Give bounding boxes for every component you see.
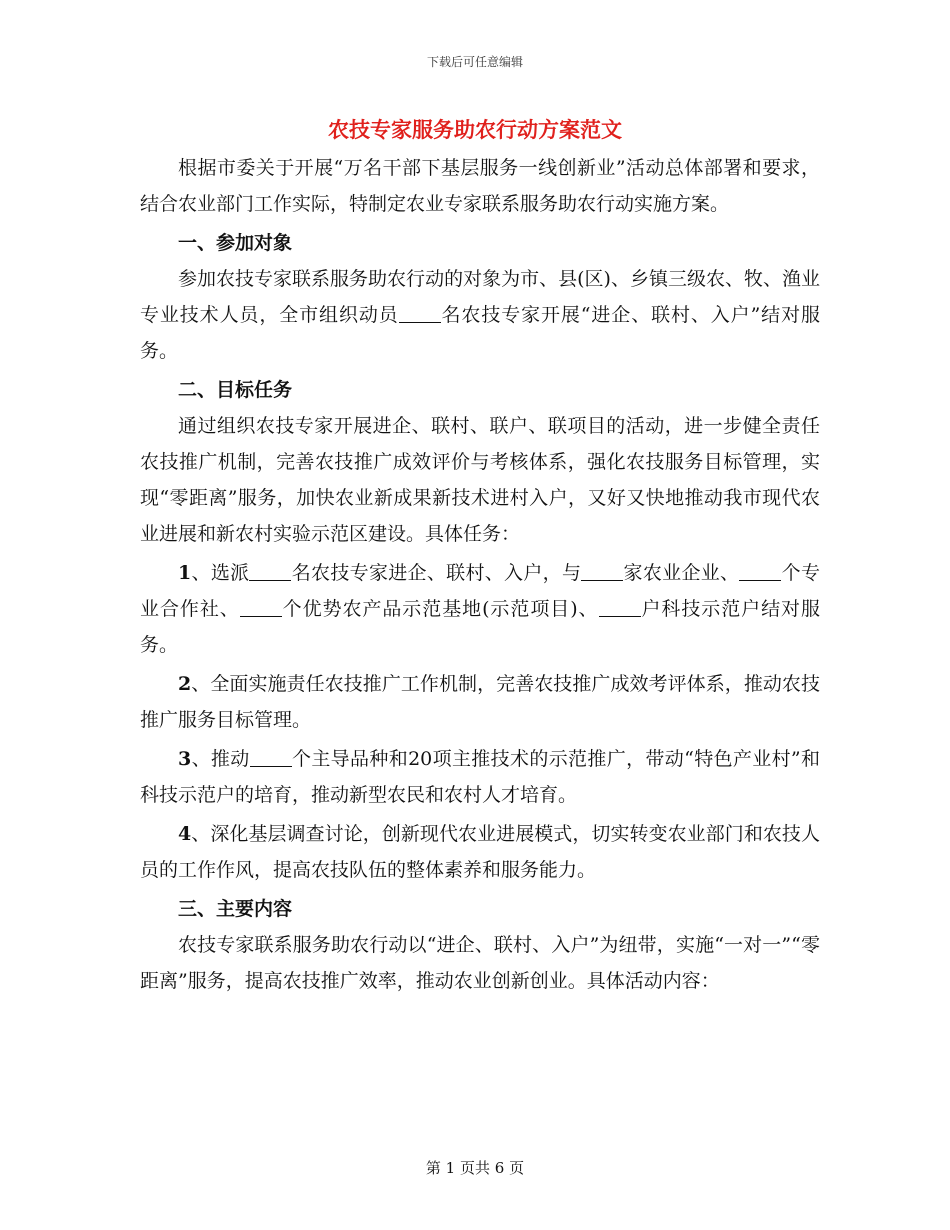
fill-blank bbox=[240, 597, 282, 617]
task1-text-1: 名农技专家进企、联村、入户，与 bbox=[291, 562, 582, 584]
task4-text: 、深化基层调查讨论，创新现代农业进展模式，切实转变农业部门和农技人员的工作作风，提高农技队伍的整体素养和服务能力。 bbox=[140, 823, 820, 881]
fill-blank bbox=[250, 747, 292, 767]
task2-text: 、全面实施责任农技推广工作机制，完善农技推广成效考评体系，推动农技推广服务目标管理。 bbox=[140, 673, 820, 731]
task-number: 2 bbox=[178, 673, 192, 695]
section2-paragraph: 通过组织农技专家开展进企、联村、联户、联项目的活动，进一步健全责任农技推广机制，完善农技推广成效评价与考核体系，强化农技服务目标管理，实现“零距离”服务，加快农业新成果新技术进村入户，又好又快地推动我市现代农业进展和新农村实验示范区建设。具体任务： bbox=[140, 415, 820, 545]
task3-text-0: 、推动 bbox=[191, 748, 250, 770]
task1-text-2: 家农业企业、 bbox=[623, 562, 740, 584]
section1-paragraph bbox=[140, 261, 820, 369]
page-footer: 第 1 页共 6 页 bbox=[425, 1159, 525, 1177]
page-header: 下载后可任意编辑 bbox=[426, 55, 523, 69]
section3-paragraph: 农技专家联系服务助农行动以“进企、联村、入户”为纽带，实施“一对一”“零距离”服务，提高农技推广效率，推动农业创新创业。具体活动内容： bbox=[140, 934, 820, 992]
section-heading-2: 二、目标任务 bbox=[178, 379, 293, 401]
document-title: 农技专家服务助农行动方案范文 bbox=[328, 117, 622, 142]
task-item-3 bbox=[140, 741, 820, 813]
section-heading-1: 一、参加对象 bbox=[178, 232, 293, 254]
task1-text-4: 个优势农产品示范基地(示范项目)、 bbox=[281, 598, 599, 620]
fill-blank bbox=[581, 561, 623, 581]
task-number: 3 bbox=[178, 748, 192, 770]
task-number: 1 bbox=[178, 562, 192, 584]
task-number: 4 bbox=[178, 823, 192, 845]
task-item-2 bbox=[140, 666, 820, 738]
task1-text-5: 户科技示范户结对服务。 bbox=[140, 598, 820, 656]
fill-blank bbox=[399, 303, 441, 323]
document-body bbox=[140, 150, 820, 1002]
intro-paragraph: 根据市委关于开展“万名干部下基层服务一线创新业”活动总体部署和要求，结合农业部门工作实际，特制定农业专家联系服务助农行动实施方案。 bbox=[140, 157, 820, 215]
task1-text-0: 、选派 bbox=[191, 562, 250, 584]
fill-blank bbox=[599, 597, 641, 617]
task-item-1 bbox=[140, 555, 820, 663]
fill-blank bbox=[249, 561, 291, 581]
section1-text-b: 名农技专家开展“进企、联村、入户”结对服务。 bbox=[140, 304, 820, 362]
section1-text-a: 参加农技专家联系服务助农行动的对象为市、县(区)、乡镇三级农、牧、渔业专业技术人员，全市组织动员 bbox=[140, 268, 820, 326]
task1-text-3: 个专业合作社、 bbox=[140, 562, 820, 620]
task-item-4 bbox=[140, 816, 820, 888]
task3-text-1: 个主导品种和20项主推技术的示范推广，带动“特色产业村”和科技示范户的培育，推动新型农民和农村人才培育。 bbox=[140, 748, 820, 806]
fill-blank bbox=[739, 561, 781, 581]
section-heading-3: 三、主要内容 bbox=[178, 898, 293, 920]
